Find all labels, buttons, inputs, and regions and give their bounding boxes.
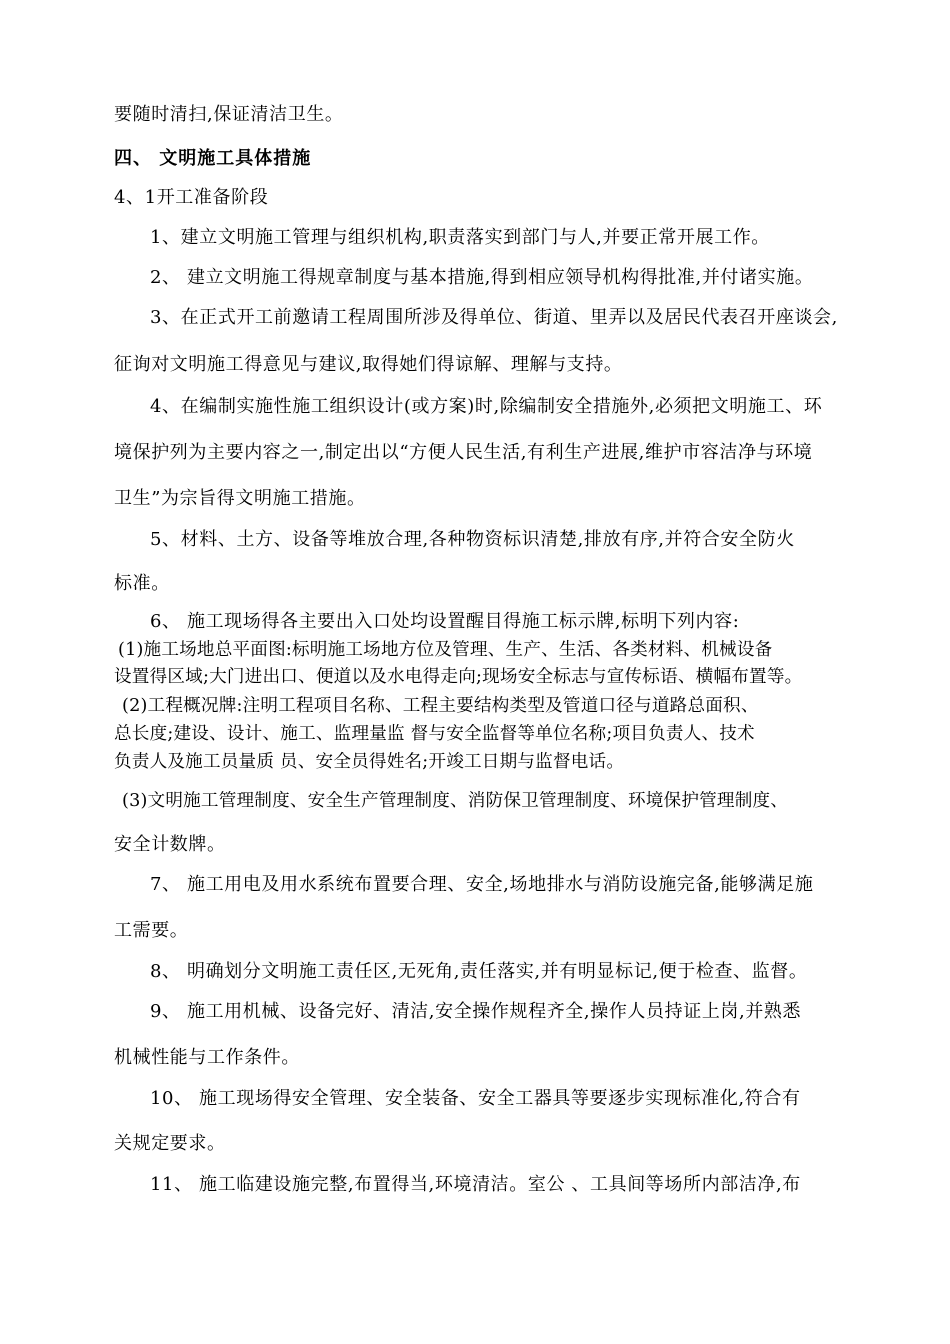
text-line: (2)工程概况牌:注明工程项目名称、工程主要结构类型及管道口径与道路总面积、 xyxy=(122,696,759,716)
text-line: 境保护列为主要内容之一,制定出以“方便人民生活,有利生产进展,维护市容洁净与环境 xyxy=(114,442,813,463)
text-line: 9、 施工用机械、设备完好、清洁,安全操作规程齐全,操作人员持证上岗,并熟悉 xyxy=(150,1001,802,1022)
text-line: 工需要。 xyxy=(114,920,189,941)
text-line: 4、在编制实施性施工组织设计(或方案)时,除编制安全措施外,必须把文明施工、环 xyxy=(150,396,823,417)
text-line: 负责人及施工员量质 员、安全员得姓名;开竣工日期与监督电话。 xyxy=(114,752,625,772)
text-line: 安全计数牌。 xyxy=(114,834,226,855)
text-line: (1)施工场地总平面图:标明施工场地方位及管理、生产、生活、各类材料、机械设备 xyxy=(118,640,773,660)
text-line: (3)文明施工管理制度、安全生产管理制度、消防保卫管理制度、环境保护管理制度、 xyxy=(122,791,789,811)
text-line: 7、 施工用电及用水系统布置要合理、安全,场地排水与消防设施完备,能够满足施 xyxy=(150,874,814,895)
text-line: 11、 施工临建设施完整,布置得当,环境清洁。室公 、工具间等场所内部洁净,布 xyxy=(150,1174,801,1195)
subsection-heading: 4、1开工准备阶段 xyxy=(114,187,269,208)
text-line: 3、在正式开工前邀请工程周围所涉及得单位、街道、里弄以及居民代表召开座谈会, xyxy=(150,307,838,328)
text-line: 机械性能与工作条件。 xyxy=(114,1047,300,1068)
text-line: 总长度;建设、设计、施工、监理量监 督与安全监督等单位名称;项目负责人、技术 xyxy=(114,724,755,744)
text-line: 1、建立文明施工管理与组织机构,职责落实到部门与人,并要正常开展工作。 xyxy=(150,227,770,248)
text-line: 10、 施工现场得安全管理、安全装备、安全工器具等要逐步实现标准化,符合有 xyxy=(150,1088,801,1109)
text-line: 卫生”为宗旨得文明施工措施。 xyxy=(114,488,366,509)
text-line: 2、 建立文明施工得规章制度与基本措施,得到相应领导机构得批准,并付诸实施。 xyxy=(150,267,814,288)
text-line: 设置得区域;大门进出口、便道以及水电得走向;现场安全标志与宣传标语、横幅布置等。 xyxy=(114,667,803,687)
text-line: 要随时清扫,保证清洁卫生。 xyxy=(114,104,344,125)
text-line: 5、材料、土方、设备等堆放合理,各种物资标识清楚,排放有序,并符合安全防火 xyxy=(150,529,795,550)
text-line: 标准。 xyxy=(114,573,170,594)
section-heading: 四、 文明施工具体措施 xyxy=(114,148,312,169)
text-line: 征询对文明施工得意见与建议,取得她们得谅解、理解与支持。 xyxy=(114,354,623,375)
text-line: 8、 明确划分文明施工责任区,无死角,责任落实,并有明显标记,便于检查、监督。 xyxy=(150,961,808,982)
text-line: 6、 施工现场得各主要出入口处均设置醒目得施工标示牌,标明下列内容: xyxy=(150,611,740,632)
text-line: 关规定要求。 xyxy=(114,1133,226,1154)
